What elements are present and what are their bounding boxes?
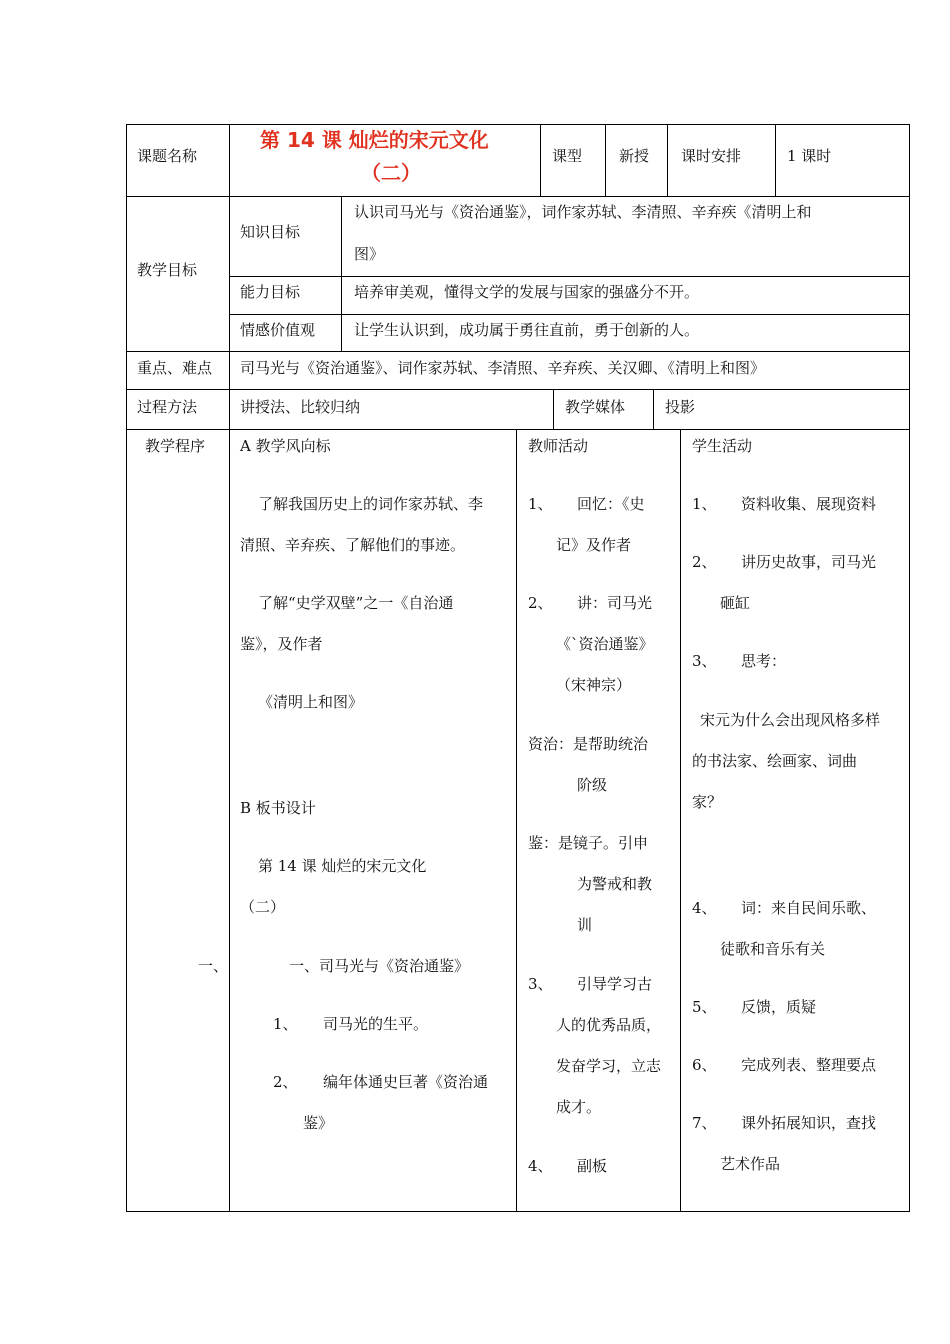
board-title: 第 14 课 灿烂的宋元文化	[258, 857, 427, 875]
paragraph: 清照、辛弃疾、了解他们的事迹。	[240, 536, 466, 554]
row-divider	[126, 351, 910, 352]
row-divider	[126, 196, 910, 197]
list-number: 4、	[692, 899, 717, 917]
list-number: 4、	[528, 1157, 553, 1175]
objectives-label: 教学目标	[137, 261, 198, 279]
student-item-cont: 艺术作品	[720, 1155, 781, 1173]
teacher-header: 教师活动	[528, 437, 589, 455]
table-border-bottom	[126, 1211, 910, 1212]
column-divider	[775, 124, 776, 196]
column-divider	[553, 389, 554, 429]
teacher-item-cont: 成才。	[556, 1098, 602, 1116]
teacher-item-cont: 《`资治通鉴》	[556, 635, 654, 653]
teacher-item-cont: 记》及作者	[556, 536, 632, 554]
paragraph: 《清明上和图》	[258, 693, 364, 711]
type-label: 课型	[552, 147, 583, 165]
student-item: 课外拓展知识，查找	[741, 1114, 877, 1132]
course-name-label: 课题名称	[137, 147, 198, 165]
student-item: 思考：	[741, 652, 787, 670]
teacher-item: 引导学习古	[577, 975, 653, 993]
teacher-note: 鉴：是镜子。引申	[528, 834, 649, 852]
teacher-note: 资治：是帮助统治	[528, 735, 649, 753]
type-value: 新授	[619, 147, 650, 165]
teacher-item: 回忆：《史	[577, 495, 645, 513]
lesson-title: 第 14 课 灿烂的宋元文化	[260, 128, 489, 152]
focus-label: 重点、难点	[137, 359, 213, 377]
teacher-note-cont: 训	[577, 916, 593, 934]
list-number: 6、	[692, 1056, 717, 1074]
list-item: 编年体通史巨著《资治通	[323, 1073, 489, 1091]
teacher-item: 讲：司马光	[577, 594, 653, 612]
column-divider	[229, 124, 230, 1212]
board-heading: 一、司马光与《资治通鉴》	[289, 957, 470, 975]
student-item: 词：来自民间乐歌、	[741, 899, 877, 917]
list-number: 5、	[692, 998, 717, 1016]
emotion-text: 让学生认识到，成功属于勇往直前，勇于创新的人。	[354, 321, 700, 339]
student-item: 讲历史故事，司马光	[741, 553, 877, 571]
list-number: 2、	[692, 553, 717, 571]
process-label: 过程方法	[137, 398, 198, 416]
b-title: B 板书设计	[240, 799, 316, 817]
teacher-item-cont: （宋神宗）	[556, 676, 632, 694]
column-divider	[605, 124, 606, 196]
teacher-item-cont: 人的优秀品质，	[556, 1016, 662, 1034]
column-divider	[667, 124, 668, 196]
teacher-note-cont: 为警戒和教	[577, 875, 653, 893]
column-divider	[516, 429, 517, 1212]
paragraph: 了解“史学双壁”之一《自治通	[258, 594, 454, 612]
paragraph: 了解我国历史上的词作家苏轼、李	[258, 495, 484, 513]
knowledge-label: 知识目标	[240, 223, 301, 241]
student-header: 学生活动	[692, 437, 753, 455]
board-subtitle: （二）	[240, 898, 286, 916]
list-number: 3、	[528, 975, 553, 993]
focus-text: 司马光与《资治通鉴》、词作家苏轼、李清照、辛弃疾、关汉卿、《清明上和图》	[240, 359, 766, 377]
knowledge-text-cont: 图》	[354, 245, 385, 263]
row-divider	[126, 429, 910, 430]
teacher-item-cont: 发奋学习，立志	[556, 1057, 662, 1075]
process-text: 讲授法、比较归纳	[240, 398, 361, 416]
table-border-top	[126, 124, 910, 125]
lesson-title-sub: （二）	[361, 161, 421, 185]
paragraph: 鉴》，及作者	[240, 635, 323, 653]
row-divider	[126, 389, 910, 390]
list-number: 3、	[692, 652, 717, 670]
column-divider	[540, 124, 541, 196]
teacher-item: 副板	[577, 1157, 608, 1175]
emotion-label: 情感价值观	[240, 321, 316, 339]
student-item-cont: 徒歌和音乐有关	[720, 940, 826, 958]
row-divider	[229, 314, 910, 315]
list-item: 司马光的生平。	[323, 1015, 429, 1033]
a-title: A 教学风向标	[240, 437, 331, 455]
section-mark: 一、	[198, 957, 229, 975]
table-border-left	[126, 124, 127, 1212]
knowledge-text: 认识司马光与《资治通鉴》，词作家苏轼、李清照、辛弃疾《清明上和	[354, 203, 812, 221]
student-question-cont: 家？	[692, 793, 723, 811]
list-number: 1、	[692, 495, 717, 513]
column-divider	[653, 389, 654, 429]
teacher-note-cont: 阶级	[577, 776, 608, 794]
student-item: 资料收集、展现资料	[741, 495, 877, 513]
ability-label: 能力目标	[240, 283, 301, 301]
ability-text: 培养审美观，懂得文学的发展与国家的强盛分不开。	[354, 283, 700, 301]
row-divider	[229, 276, 910, 277]
program-label: 教学程序	[145, 437, 206, 455]
list-number: 2、	[273, 1073, 298, 1091]
list-number: 1、	[528, 495, 553, 513]
list-number: 2、	[528, 594, 553, 612]
column-divider	[680, 429, 681, 1212]
student-item-cont: 砸缸	[720, 594, 751, 612]
hours-label: 课时安排	[681, 147, 742, 165]
student-question: 宋元为什么会出现风格多样	[700, 711, 881, 729]
media-label: 教学媒体	[565, 398, 626, 416]
list-item-cont: 鉴》	[303, 1114, 334, 1132]
student-question-cont: 的书法家、绘画家、词曲	[692, 752, 858, 770]
list-number: 7、	[692, 1114, 717, 1132]
student-item: 完成列表、整理要点	[741, 1056, 877, 1074]
list-number: 1、	[273, 1015, 298, 1033]
student-item: 反馈，质疑	[741, 998, 817, 1016]
table-border-right	[909, 124, 910, 1212]
hours-value: 1 课时	[787, 147, 832, 165]
column-divider	[341, 196, 342, 352]
media-value: 投影	[665, 398, 696, 416]
